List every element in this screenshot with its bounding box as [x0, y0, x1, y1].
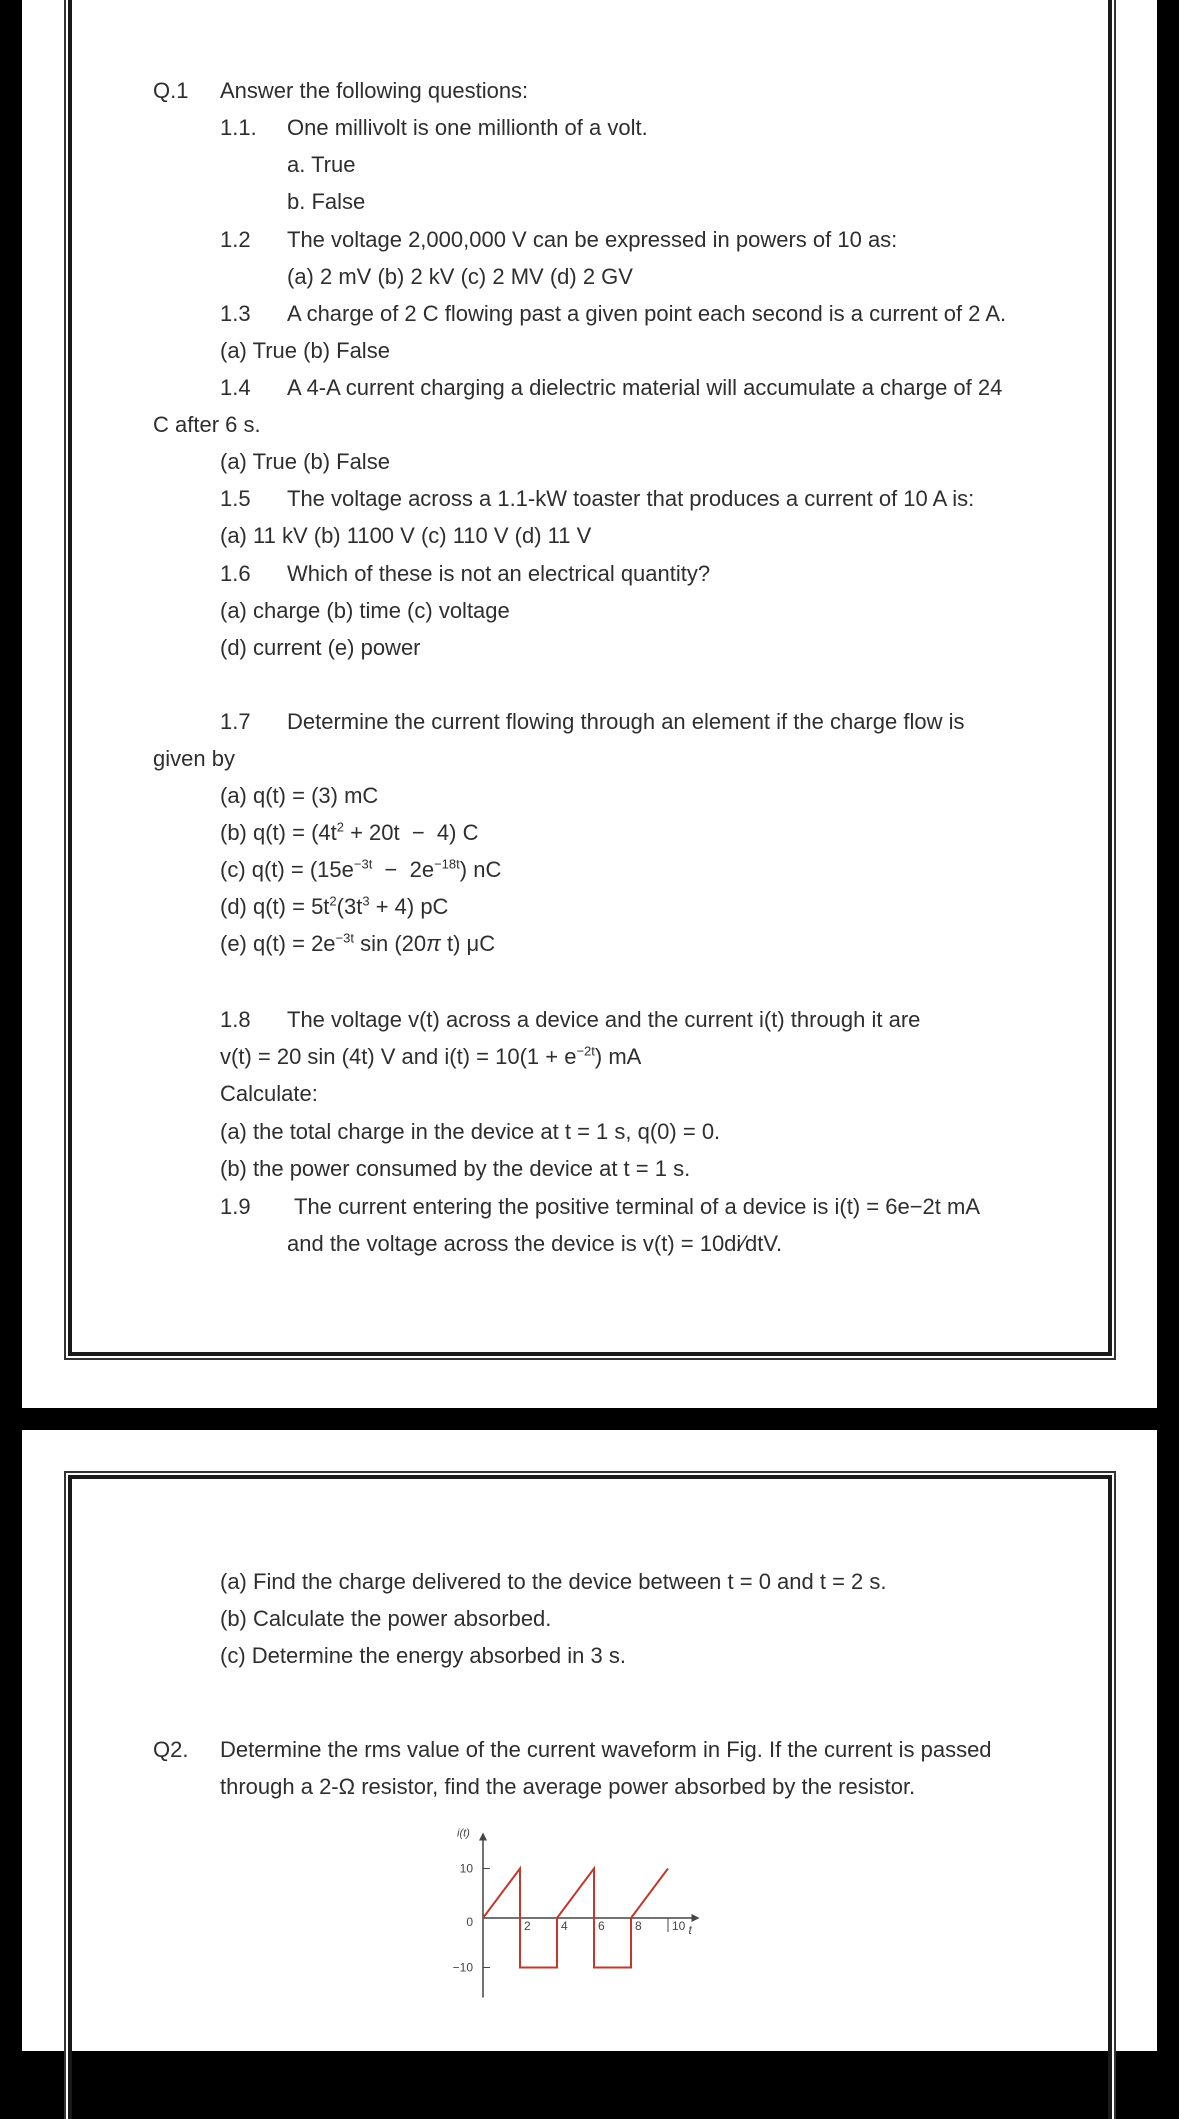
- x-tick-label: 6: [598, 1919, 605, 1933]
- q1-7-text-cont: given by: [153, 746, 235, 771]
- y-tick-label: −10: [452, 1960, 473, 1975]
- q2-text-cont: through a 2-Ω resistor, find the average power absorbed by the resistor.: [220, 1774, 916, 1799]
- x-axis-label: t: [688, 1923, 692, 1937]
- q1-7-text: Determine the current flowing through an element if the charge flow is: [287, 709, 965, 734]
- q1-1-option-a: a. True: [287, 152, 356, 177]
- x-tick-label: 8: [635, 1919, 642, 1933]
- q1-3-options: (a) True (b) False: [220, 338, 390, 363]
- q1-1-text: One millivolt is one millionth of a volt.: [287, 115, 648, 140]
- q1-1-option-b: b. False: [287, 189, 366, 214]
- q1-8-part-a: (a) the total charge in the device at t = 1 s, q(0) = 0.: [220, 1119, 721, 1144]
- q1-2-options: (a) 2 mV (b) 2 kV (c) 2 MV (d) 2 GV: [287, 264, 633, 289]
- q1-7-option-c: (c) $q(t) = (15e^{-3t} - 2e^{-18t})$ nC: [220, 856, 502, 882]
- q1-9-text: The current entering the positive terminal of a device is i(t) = 6e−2t mA: [294, 1194, 980, 1219]
- q1-6-number: 1.6: [220, 561, 251, 586]
- q1-9-part-c: (c) Determine the energy absorbed in 3 s.: [220, 1643, 626, 1668]
- q1-4-number: 1.4: [220, 375, 251, 400]
- q1-3-text: A charge of 2 C flowing past a given point each second is a current of 2 A.: [287, 301, 1007, 326]
- x-tick-label: 2: [524, 1919, 531, 1933]
- y-axis-arrow: [479, 1833, 487, 1841]
- q1-4-options: (a) True (b) False: [220, 449, 390, 474]
- q1-7-option-a: (a) q(t) = (3) mC: [220, 783, 379, 808]
- q1-2-number: 1.2: [220, 227, 251, 252]
- y-axis-label: i(t): [457, 1827, 470, 1840]
- q1-label: Q.1: [153, 78, 189, 103]
- q1-5-text: The voltage across a 1.1-kW toaster that produces a current of 10 A is:: [287, 486, 975, 511]
- q1-8-text: The voltage v(t) across a device and the current i(t) through it are: [287, 1007, 921, 1032]
- q1-1-number: 1.1.: [220, 115, 257, 140]
- q1-heading: Answer the following questions:: [220, 78, 529, 103]
- q1-8-number: 1.8: [220, 1007, 251, 1032]
- q1-9-part-a: (a) Find the charge delivered to the device between t = 0 and t = 2 s.: [220, 1569, 887, 1594]
- page-1-frame: [68, 0, 1112, 1356]
- q1-7-option-e: (e) $q(t) = 2e^{-3t}$ sin (20π t) μC: [220, 930, 496, 956]
- q1-7-option-b: (b) $q(t) = (4t^2 + 20t - 4)$ C: [220, 819, 479, 845]
- q1-8-part-b: (b) the power consumed by the device at t = 1 s.: [220, 1156, 691, 1181]
- q1-3-number: 1.3: [220, 301, 251, 326]
- q1-7-option-d: (d) $q(t) = 5t^2(3t^3 + 4)$ pC: [220, 893, 449, 919]
- q1-2-text: The voltage 2,000,000 V can be expressed in powers of 10 as:: [287, 227, 898, 252]
- q2-label: Q2.: [153, 1737, 189, 1762]
- x-tick-label: 4: [561, 1919, 568, 1933]
- q1-9-text-cont: and the voltage across the device is v(t) = 10di⁄dtV.: [287, 1231, 783, 1256]
- q1-4-text-cont: C after 6 s.: [153, 412, 261, 437]
- y-tick-label: 10: [459, 1861, 473, 1876]
- q1-4-text: A 4-A current charging a dielectric material will accumulate a charge of 24: [287, 375, 1003, 400]
- q2-text: Determine the rms value of the current waveform in Fig. If the current is passed: [220, 1737, 992, 1762]
- q1-6-options-b: (d) current (e) power: [220, 635, 421, 660]
- x-axis-arrow: [692, 1914, 700, 1922]
- q1-8-calculate: Calculate:: [220, 1081, 318, 1106]
- q1-9-number: 1.9: [220, 1194, 251, 1219]
- q1-8-equations: v(t) = 20 sin (4t) V and $i(t) = 10(1 + e^{-2t})$ mA: [220, 1043, 642, 1069]
- q1-7-number: 1.7: [220, 709, 251, 734]
- q1-9-part-b: (b) Calculate the power absorbed.: [220, 1606, 552, 1631]
- y-tick-label: 0: [466, 1915, 473, 1929]
- q1-6-text: Which of these is not an electrical quantity?: [287, 561, 711, 586]
- current-waveform-chart: [420, 1810, 780, 2010]
- q1-5-number: 1.5: [220, 486, 251, 511]
- q1-6-options-a: (a) charge (b) time (c) voltage: [220, 598, 510, 623]
- x-tick-label: 10: [672, 1919, 686, 1933]
- q1-5-options: (a) 11 kV (b) 1100 V (c) 110 V (d) 11 V: [220, 523, 592, 548]
